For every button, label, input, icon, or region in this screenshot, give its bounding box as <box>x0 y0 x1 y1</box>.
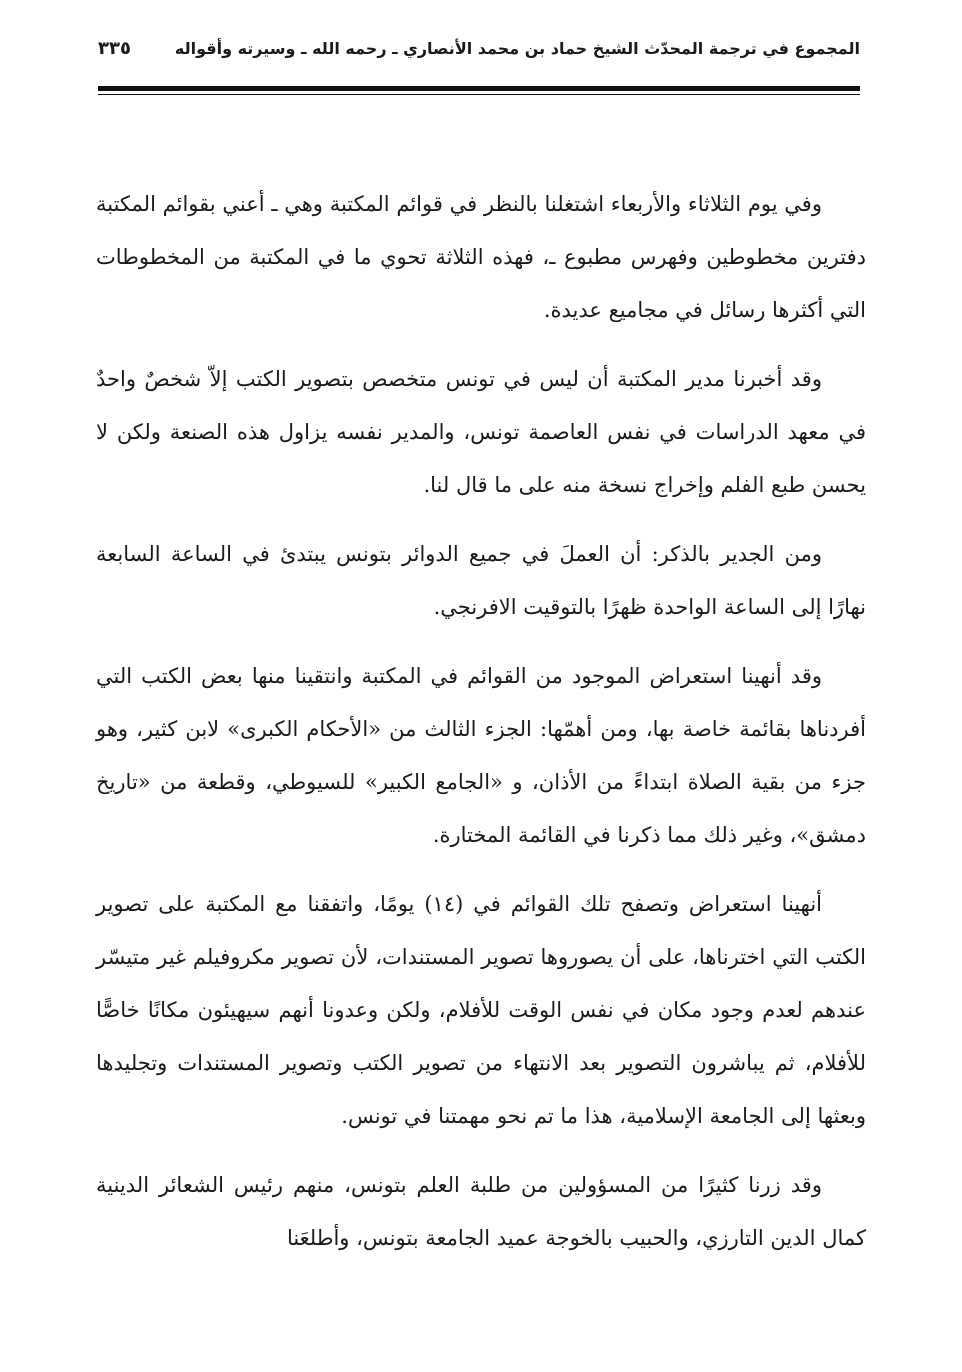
paragraph: ومن الجدير بالذكر: أن العملَ في جميع الدوائر بتونس يبتدئ في الساعة السابعة نهارًا إلى الساعة الواحدة ظهرًا بالتوقيت الافرنجي. <box>96 542 866 619</box>
body-text <box>96 178 866 1281</box>
paragraph: وفي يوم الثلاثاء والأربعاء اشتغلنا بالنظر في قوائم المكتبة وهي ـ أعني بقوائم المكتبة دفترين مخطوطين وفهرس مطبوع ـ، فهذه الثلاثة تحوي ما في المكتبة من المخطوطات التي أكثرها رسائل في مجاميع عديدة. <box>96 192 866 322</box>
paragraph: وقد زرنا كثيرًا من المسؤولين من طلبة العلم بتونس، منهم رئيس الشعائر الدينية كمال الدين التارزي، والحبيب بالخوجة عميد الجامعة بتونس، وأطلعَنا <box>96 1173 866 1250</box>
page-number: ٣٣٥ <box>98 37 131 59</box>
paragraph: أنهينا استعراض وتصفح تلك القوائم في (١٤) يومًا، واتفقنا مع المكتبة على تصوير الكتب التي اخترناها، على أن يصوروها تصوير المستندات، لأن تصوير مكروفيلم غير متيسّر عندهم لعدم وجود مكان في نفس الوقت للأفلام، ولكن وعدونا أنهم سيهيئون مكانًا خاصًّا للأفلام، ثم يباشرون التصوير بعد الانتهاء من تصوير الكتب وتصوير المستندات وتجليدها وبعثها إلى الجامعة الإسلامية، هذا ما تم نحو مهمتنا في تونس. <box>96 892 866 1128</box>
header-rule-thin <box>98 94 860 95</box>
header-rule-thick <box>98 86 860 91</box>
paragraph: وقد أخبرنا مدير المكتبة أن ليس في تونس متخصص بتصوير الكتب إلاّ شخصٌ واحدٌ في معهد الدراسات في نفس العاصمة تونس، والمدير نفسه يزاول هذه الصنعة ولكن لا يحسن طبع الفلم وإخراج نسخة منه على ما قال لنا. <box>96 367 866 497</box>
header-title: المجموع في ترجمة المحدّث الشيخ حماد بن محمد الأنصاري ـ رحمه الله ـ وسيرته وأقواله <box>174 38 860 58</box>
running-header <box>98 30 860 66</box>
paragraph: وقد أنهينا استعراض الموجود من القوائم في المكتبة وانتقينا منها بعض الكتب التي أفردناها بقائمة خاصة بها، ومن أهمّها: الجزء الثالث من «الأحكام الكبرى» لابن كثير، وهو جزء من بقية الصلاة ابتداءً من الأذان، و «الجامع الكبير» للسيوطي، وقطعة من «تاريخ دمشق»، وغير ذلك مما ذكرنا في القائمة المختارة. <box>96 664 866 847</box>
